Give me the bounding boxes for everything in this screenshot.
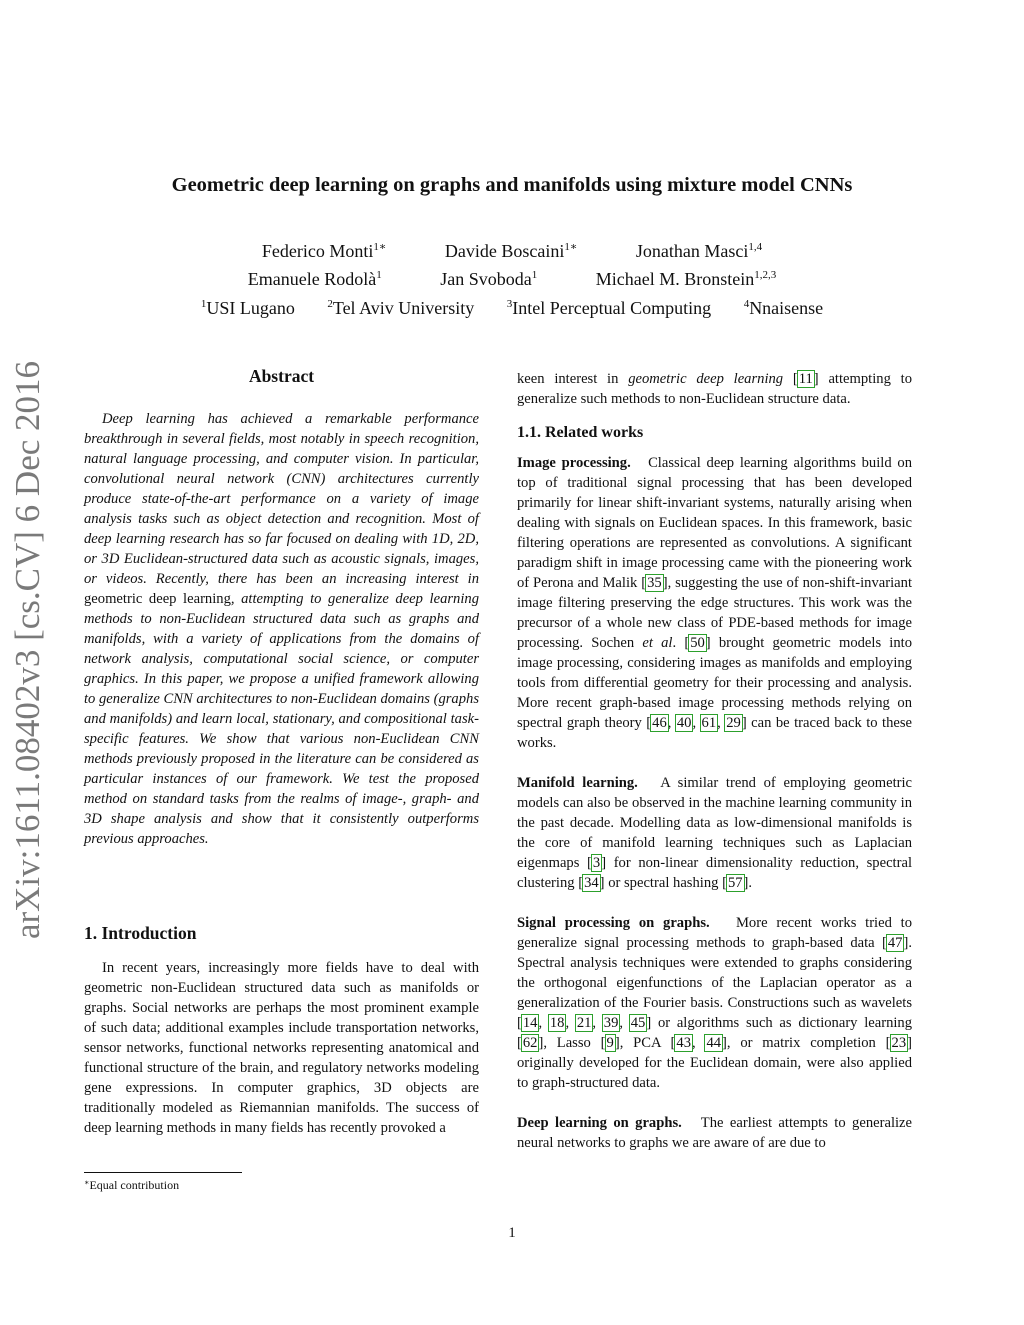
introduction-body: In recent years, increasingly more fields have to deal with geometric non-Euclidean structured data such as manifolds or graphs. Social networks are perhaps the most prominent example of such data; additional examples include transportation networks, sensor networks, functional networks representing anatomical and functional structure of the brain, and regulatory networks modeling gene expressions. In computer graphics, 3D objects are traditionally modeled as Riemannian manifolds. The success of deep learning methods in many fields has recently provoked a <box>84 960 479 1136</box>
author: Jan Svoboda$^1$ <box>440 269 538 289</box>
paragraph-signal-processing-on-graphs: Signal processing on graphs. More recent works tried to generalize signal processing methods to graph-based data [47]. Spectral analysis techniques were extended to graphs considering the orthogonal eigenfunctions of the Laplacian operator as a generalization of the Fourier basis. Constructions such as wavelets [14, 18, 21, 39, 45] or algorithms such as dictionary learning [62], Lasso [9], PCA [43, 44], or matrix completion [23] originally developed for the Euclidean domain, were also applied to graph-structured data. <box>517 915 913 1091</box>
footnote: ∗Equal contribution <box>84 1178 180 1192</box>
right-column <box>517 369 912 1153</box>
paragraph-deep-learning-on-graphs: Deep learning on graphs. The earliest attempts to generalize neural networks to graphs we are aware of are due to <box>517 1115 913 1151</box>
citation-link[interactable]: 62 <box>522 1035 538 1051</box>
citation-link[interactable]: 3 <box>592 855 601 871</box>
citation-link[interactable]: 35 <box>647 575 662 591</box>
author: Federico Monti$^{1∗}$ <box>261 241 387 261</box>
citation-link[interactable]: 40 <box>676 715 692 731</box>
author: Jonathan Masci$^{1,4}$ <box>635 241 763 261</box>
author: Davide Boscaini$^{1∗}$ <box>444 241 578 261</box>
citation-link[interactable]: 23 <box>891 1035 907 1051</box>
affiliations <box>0 294 1024 322</box>
citation-link[interactable]: 9 <box>606 1035 614 1051</box>
abstract-heading: Abstract <box>248 366 315 386</box>
authors-row-1 <box>0 237 1024 265</box>
author: Michael M. Bronstein$^{1,2,3}$ <box>595 269 777 289</box>
affiliation: $^1$USI Lugano <box>200 298 295 318</box>
arxiv-stamp: arXiv:1611.08402v3 [cs.CV] 6 Dec 2016 <box>8 360 47 940</box>
citation-link[interactable]: 11 <box>798 371 813 387</box>
citation-link[interactable]: 21 <box>576 1015 592 1031</box>
citation-link[interactable]: 14 <box>522 1015 538 1031</box>
paragraph-manifold-learning: Manifold learning. A similar trend of employing geometric models can also be observed in the machine learning community in the past decade. Modelling data as low-dimensional manifolds is the core of manifold learning techniques such as Laplacian eigenmaps [3] for non-linear dimensionality reduction, spectral clustering [34] or spectral hashing [57]. <box>517 775 913 891</box>
subsection-heading-related-works: 1.1. Related works <box>517 424 644 441</box>
citation-link[interactable]: 18 <box>549 1015 565 1031</box>
authors-row-2 <box>0 265 1024 293</box>
citation-link[interactable]: 44 <box>706 1035 722 1051</box>
affiliation: $^3$Intel Perceptual Computing <box>506 298 712 318</box>
abstract-body: Deep learning has achieved a remarkable performance breakthrough in several fields, most notably in speech recognition, natural language processing, and computer vision. In particular, convolutional neural network (CNN) architectures currently produce state-of-the-art performance on a variety of image analysis tasks such as object detection and recognition. Most of deep learning research has so far focused on dealing with 1D, 2D, or 3D Euclidean-structured data such as acoustic signals, images, or videos. Recently, there has been an increasing interest in geometric deep learning, attempting to generalize deep learning methods to non-Euclidean structured data such as graphs and manifolds, with a variety of applications from the domains of network analysis, computational social science, or computer graphics. In this paper, we propose a unified framework allowing to generalize CNN architectures to non-Euclidean domains (graphs and manifolds) and learn local, stationary, and compositional task-specific features. We show that various non-Euclidean CNN methods previously proposed in the literature can be considered as particular instances of our framework. We test the proposed method on standard tasks from the realms of image-, graph- and 3D shape analysis and show that it consistently outperforms previous approaches. <box>84 411 479 847</box>
citation-link[interactable]: 45 <box>630 1015 646 1031</box>
citation-link[interactable]: 47 <box>887 935 903 951</box>
author: Emanuele Rodolà$^1$ <box>247 269 382 289</box>
page-number: 1 <box>508 1225 516 1241</box>
citation-link[interactable]: 43 <box>676 1035 691 1051</box>
paragraph-image-processing: Image processing. Classical deep learning algorithms build on top of traditional signal processing that has been developed primarily for linear shift-invariant systems, naturally arising when dealing with signals on Euclidean spaces. In this framework, basic filtering operations are represented as convolutions. A significant paradigm shift in image processing came with the pioneering work of Perona and Malik [35], suggesting the use of non-shift-invariant image filtering preserving the edge structures. This work was the precursor of a whole new class of PDE-based methods for image processing. Sochen et al. [50] brought geometric models into image processing, considering images as manifolds and employing tools from differential geometry for their processing and analysis. More recent graph-based image processing methods relying on spectral graph theory [46, 40, 61, 29] can be traced back to these works. <box>517 455 913 751</box>
citation-link[interactable]: 61 <box>701 715 717 731</box>
citation-link[interactable]: 34 <box>584 875 599 891</box>
section-heading-introduction: 1. Introduction <box>84 923 197 943</box>
paper-title: Geometric deep learning on graphs and manifolds using mixture model CNNs <box>171 174 853 196</box>
citation-link[interactable]: 39 <box>603 1015 619 1031</box>
affiliation: $^2$Tel Aviv University <box>327 298 475 318</box>
citation-link[interactable]: 50 <box>690 635 705 651</box>
citation-link[interactable]: 29 <box>726 715 741 731</box>
citation-link[interactable]: 57 <box>727 875 743 891</box>
affiliation: $^4$Nnaisense <box>743 298 824 318</box>
footnote-rule <box>84 1172 242 1173</box>
citation-link[interactable]: 46 <box>652 715 667 731</box>
intro-continuation: keen interest in geometric deep learning [11] attempting to generalize such methods to non-Euclidean structure data. <box>517 371 912 407</box>
